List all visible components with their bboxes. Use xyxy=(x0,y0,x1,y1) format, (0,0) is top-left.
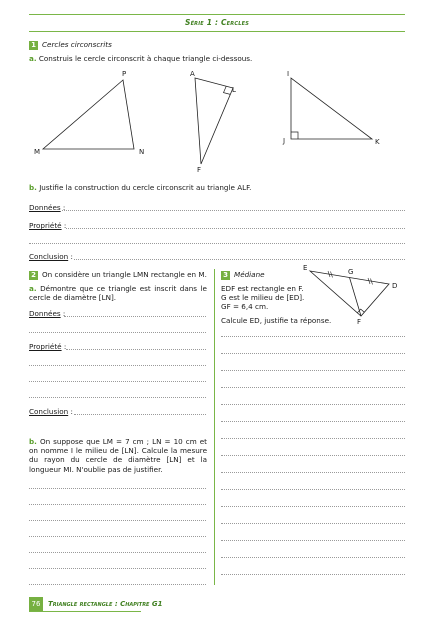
point-p-label: P xyxy=(122,70,127,78)
answer-line[interactable] xyxy=(29,381,206,382)
page-number: 76 xyxy=(29,597,43,611)
triangle-pmn xyxy=(43,80,134,149)
point-d-label: D xyxy=(392,282,398,290)
answer-line[interactable] xyxy=(66,349,206,350)
answer-line[interactable] xyxy=(29,536,206,537)
point-f-label: F xyxy=(197,166,202,174)
answer-line[interactable] xyxy=(221,336,405,337)
ex1-question-b xyxy=(29,183,251,192)
ex3-number: 3 xyxy=(221,271,230,280)
point-k-label: K xyxy=(375,138,380,146)
answer-line[interactable] xyxy=(29,504,206,505)
answer-line[interactable] xyxy=(62,210,405,211)
point-l-label: L xyxy=(232,86,236,94)
ex2-heading xyxy=(29,270,209,280)
triangle-alf xyxy=(195,78,233,164)
answer-line[interactable] xyxy=(29,552,206,553)
ex2-conclusion-label: Conclusion : xyxy=(29,407,73,416)
point-f3-label: F xyxy=(357,318,362,326)
ex1-a-text: Construis le cercle circonscrit à chaque triangle ci-dessous. xyxy=(38,54,253,63)
ex1-b-label: b. xyxy=(29,183,37,192)
ex2-question-a xyxy=(29,284,207,302)
answer-line[interactable] xyxy=(29,568,206,569)
answer-line[interactable] xyxy=(221,574,405,575)
point-g-label: G xyxy=(348,268,354,276)
ex3-line1: EDF est rectangle en F. xyxy=(221,284,304,293)
answer-line[interactable] xyxy=(29,365,206,366)
answer-line[interactable] xyxy=(221,438,405,439)
triangle-ijk xyxy=(291,78,372,139)
ex1-donnees-label: Données : xyxy=(29,203,66,212)
answer-line[interactable] xyxy=(221,472,405,473)
ex1-number: 1 xyxy=(29,41,38,50)
answer-line[interactable] xyxy=(221,370,405,371)
footer-underline xyxy=(29,611,141,612)
answer-line[interactable] xyxy=(74,414,206,415)
right-angle-mark-j xyxy=(291,132,298,139)
answer-line[interactable] xyxy=(29,584,206,585)
answer-line[interactable] xyxy=(74,259,405,260)
ex2-title: On considère un triangle LMN rectangle en M. xyxy=(42,270,207,279)
answer-line[interactable] xyxy=(64,316,206,317)
answer-line[interactable] xyxy=(221,523,405,524)
footer-chapter-title: Triangle rectangle : Chapitre G1 xyxy=(48,600,163,608)
column-divider xyxy=(214,269,215,585)
answer-line[interactable] xyxy=(29,243,405,244)
answer-line[interactable] xyxy=(221,387,405,388)
ex1-b-text: Justifie la construction du cercle circonscrit au triangle ALF. xyxy=(39,183,252,192)
ex2-a-text: Démontre que ce triangle est inscrit dans le cercle de diamètre [LN]. xyxy=(29,284,207,303)
answer-line[interactable] xyxy=(221,489,405,490)
point-j-label: J xyxy=(283,137,286,145)
right-angle-mark-f xyxy=(357,309,364,313)
ex3-line4: Calcule ED, justifie ta réponse. xyxy=(221,316,332,325)
point-a-label: A xyxy=(190,70,195,78)
answer-line[interactable] xyxy=(221,557,405,558)
answer-line[interactable] xyxy=(29,520,206,521)
point-e-label: E xyxy=(303,264,308,272)
answer-line[interactable] xyxy=(221,353,405,354)
ex2-b-label: b. xyxy=(29,437,37,446)
ex2-a-label: a. xyxy=(29,284,37,293)
answer-line[interactable] xyxy=(221,455,405,456)
ex3-line3: GF = 6,4 cm. xyxy=(221,302,269,311)
ex3-heading xyxy=(221,270,265,280)
answer-line[interactable] xyxy=(29,332,206,333)
ex1-a-label: a. xyxy=(29,54,37,63)
ex2-b-text: On suppose que LM = 7 cm ; LN = 10 cm et on nomme I le milieu de [LN]. Calcule la mesure du rayon du cercle de diamètre [LN] et la longueur MI. N'oublie pas de justifier. xyxy=(29,437,207,474)
ex2-propriete-label: Propriété : xyxy=(29,342,67,351)
answer-line[interactable] xyxy=(221,421,405,422)
answer-line[interactable] xyxy=(29,488,206,489)
ex2-donnees-label: Données : xyxy=(29,309,66,318)
ex2-question-b xyxy=(29,437,207,474)
series-header: Série 1 : Cercles xyxy=(29,14,405,32)
point-i-label: I xyxy=(287,70,290,78)
point-m-label: M xyxy=(34,148,41,156)
answer-line[interactable] xyxy=(66,228,405,229)
answer-line[interactable] xyxy=(221,404,405,405)
answer-line[interactable] xyxy=(221,506,405,507)
answer-line[interactable] xyxy=(221,540,405,541)
ex1-propriete-label: Propriété : xyxy=(29,221,67,230)
ex1-conclusion-label: Conclusion : xyxy=(29,252,73,261)
ex1-title: Cercles circonscrits xyxy=(42,40,112,49)
answer-line[interactable] xyxy=(29,397,206,398)
point-n-label: N xyxy=(139,148,145,156)
ex3-title: Médiane xyxy=(234,270,265,279)
ex3-line2: G est le milieu de [ED]. xyxy=(221,293,305,302)
ex2-number: 2 xyxy=(29,271,38,280)
